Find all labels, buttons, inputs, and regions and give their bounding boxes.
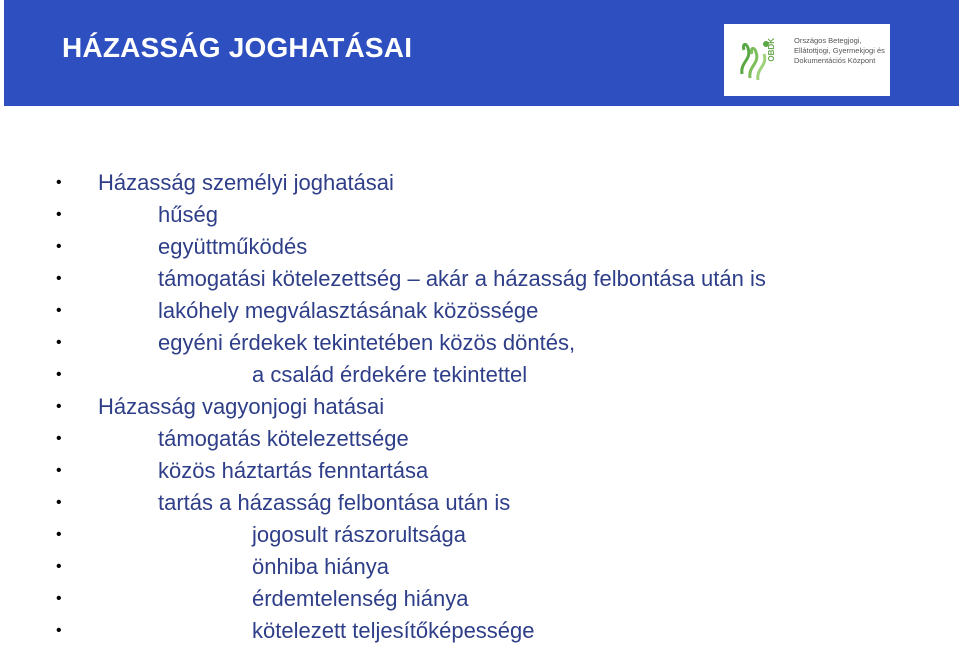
list-item: • hűség <box>0 199 959 231</box>
list-item: • önhiba hiánya <box>0 551 959 583</box>
logo-text: Országos Betegjogi, Ellátottjogi, Gyermekjogi és Dokumentációs Központ <box>794 36 885 65</box>
logo-vertical-text: OBDK <box>767 38 776 62</box>
list-item: • támogatás kötelezettsége <box>0 423 959 455</box>
list-item: • a család érdekére tekintettel <box>0 359 959 391</box>
list-item: • kötelezett teljesítőképessége <box>0 615 959 647</box>
list-item: • lakóhely megválasztásának közössége <box>0 295 959 327</box>
list-item: • jogosult rászorultsága <box>0 519 959 551</box>
section-heading: • Házasság személyi joghatásai <box>0 167 959 199</box>
list-item: • egyéni érdekek tekintetében közös döntés, <box>0 327 959 359</box>
list-item: • együttműködés <box>0 231 959 263</box>
bullet-list <box>0 167 959 647</box>
slide-title: HÁZASSÁG JOGHATÁSAI <box>62 32 413 63</box>
section-heading: • Házasság vagyonjogi hatásai <box>0 391 959 423</box>
obdk-logo <box>724 24 890 96</box>
title-bar <box>4 0 959 106</box>
list-item: • támogatási kötelezettség – akár a házasság felbontása után is <box>0 263 959 295</box>
list-item: • érdemtelenség hiánya <box>0 583 959 615</box>
list-item: • közös háztartás fenntartása <box>0 455 959 487</box>
list-item: • tartás a házasság felbontása után is <box>0 487 959 519</box>
